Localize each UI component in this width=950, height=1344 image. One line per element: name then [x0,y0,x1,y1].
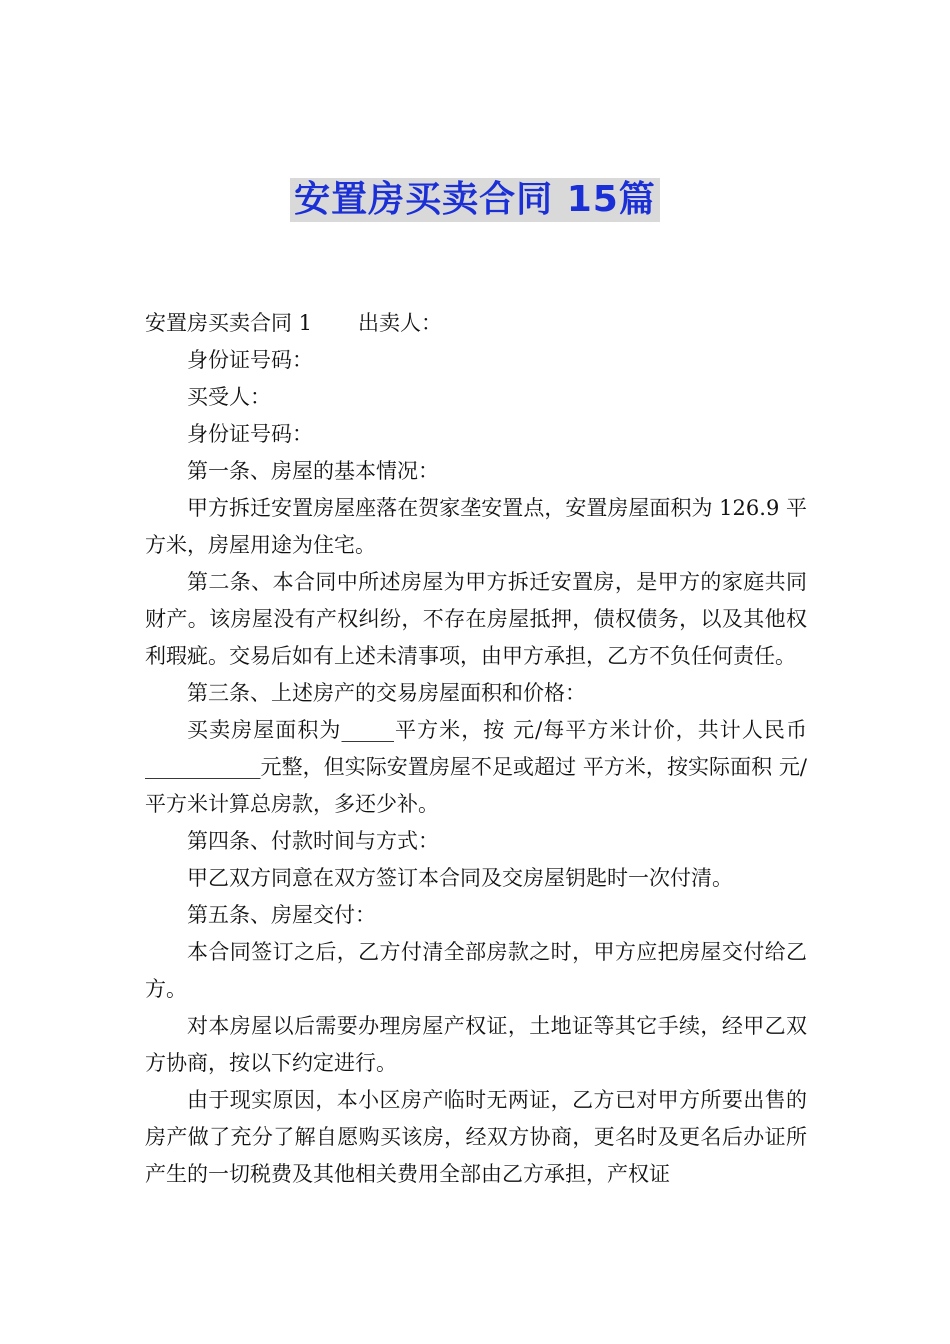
paragraph: 本合同签订之后，乙方付清全部房款之时，甲方应把房屋交付给乙方。 [145,940,807,1001]
paragraph: 第三条、上述房产的交易房屋面积和价格： [187,681,586,705]
paragraph: 对本房屋以后需要办理房屋产权证，土地证等其它手续，经甲乙双方协商，按以下约定进行。 [145,1014,807,1075]
paragraph: 第四条、付款时间与方式： [187,829,439,853]
paragraph: 第二条、本合同中所述房屋为甲方拆迁安置房，是甲方的家庭共同财产。该房屋没有产权纠纷，不存在房屋抵押，债权债务，以及其他权利瑕疵。交易后如有上述未清事项，由甲方承担，乙方不负任何责任。 [145,570,807,668]
paragraph: 买卖房屋面积为_____平方米，按 元/每平方米计价，共计人民币___________元整，但实际安置房屋不足或超过 平方米，按实际面积 元/平方米计算总房款，多还少补。 [145,718,807,816]
paragraph: 第一条、房屋的基本情况： [187,459,439,483]
seller-label: 出卖人： [358,311,443,335]
paragraph: 买受人： [187,385,271,409]
first-line [145,305,807,342]
document-title: 安置房买卖合同 15篇 [290,178,660,222]
paragraph: 由于现实原因，本小区房产临时无两证，乙方已对甲方所要出售的房产做了充分了解自愿购买该房，经双方协商，更名时及更名后办证所产生的一切税费及其他相关费用全部由乙方承担，产权证 [145,1088,807,1186]
title-container [0,178,950,222]
paragraph: 甲方拆迁安置房屋座落在贺家垄安置点，安置房屋面积为 126.9 平方米，房屋用途为住宅。 [145,496,807,557]
paragraph: 甲乙双方同意在双方签订本合同及交房屋钥匙时一次付清。 [187,866,733,890]
paragraph: 身份证号码： [187,348,313,372]
paragraph: 第五条、房屋交付： [187,903,376,927]
paragraph: 身份证号码： [187,422,313,446]
contract-heading: 安置房买卖合同 1 [145,311,313,335]
document-body [145,305,807,1193]
